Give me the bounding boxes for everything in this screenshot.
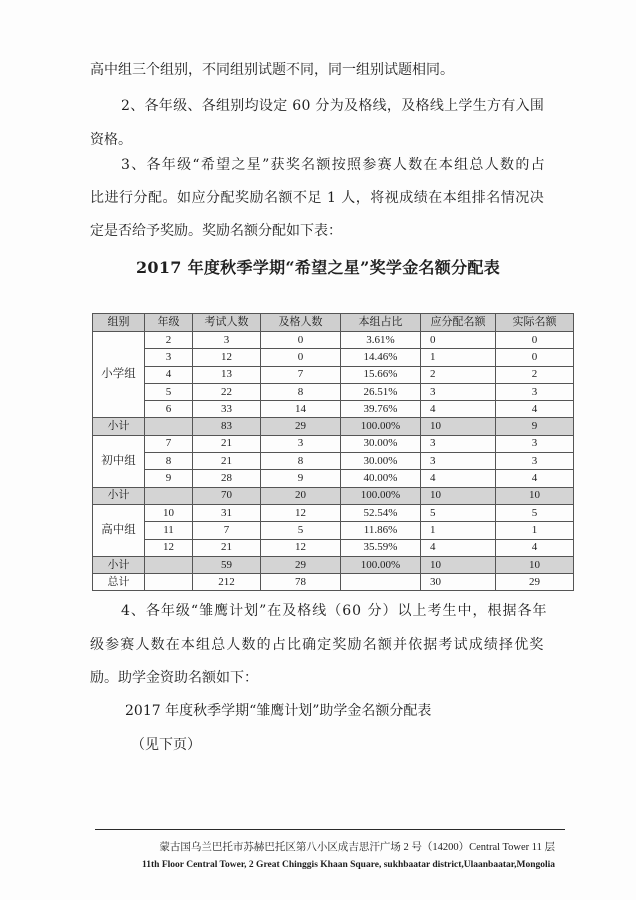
allocated-quota-cell: 10 <box>421 487 496 504</box>
grade-cell: 5 <box>145 383 193 400</box>
exam-count-cell: 13 <box>193 366 261 383</box>
col-header-allocated-quota: 应分配名额 <box>421 314 496 332</box>
footer-divider <box>95 829 565 830</box>
body-text-line: 比进行分配。如应分配奖励名额不足 1 人，将视成绩在本组排名情况决 <box>90 190 545 206</box>
table-row <box>93 366 574 383</box>
pass-count-cell: 0 <box>261 332 341 349</box>
group-share-cell: 100.00% <box>341 487 421 504</box>
group-share-cell: 26.51% <box>341 383 421 400</box>
grade-cell: 10 <box>145 504 193 521</box>
empty-cell <box>145 487 193 504</box>
actual-quota-cell: 2 <box>496 366 574 383</box>
actual-quota-cell: 5 <box>496 504 574 521</box>
actual-quota-cell: 3 <box>496 435 574 452</box>
total-label-cell: 总计 <box>93 574 145 591</box>
subtotal-label-cell: 小计 <box>93 418 145 435</box>
group-share-cell: 30.00% <box>341 453 421 470</box>
body-text-line: 高中组三个组别，不同组别试题不同，同一组别试题相同。 <box>90 62 454 78</box>
pass-count-cell: 29 <box>261 556 341 573</box>
pass-count-cell: 29 <box>261 418 341 435</box>
actual-quota-cell: 10 <box>496 556 574 573</box>
grade-cell: 4 <box>145 366 193 383</box>
group-share-cell: 100.00% <box>341 556 421 573</box>
pass-count-cell: 12 <box>261 539 341 556</box>
subtotal-row <box>93 418 574 435</box>
group-name-cell: 高中组 <box>93 504 145 556</box>
group-share-cell: 39.76% <box>341 401 421 418</box>
grade-cell: 11 <box>145 522 193 539</box>
exam-count-cell: 21 <box>193 453 261 470</box>
actual-quota-cell: 29 <box>496 574 574 591</box>
group-name-cell: 初中组 <box>93 435 145 487</box>
allocated-quota-cell: 1 <box>421 522 496 539</box>
actual-quota-cell: 1 <box>496 522 574 539</box>
empty-cell <box>145 418 193 435</box>
pass-count-cell: 8 <box>261 383 341 400</box>
table-header-row <box>93 314 574 332</box>
actual-quota-cell: 3 <box>496 383 574 400</box>
subtotal-label-cell: 小计 <box>93 487 145 504</box>
actual-quota-cell: 10 <box>496 487 574 504</box>
allocated-quota-cell: 4 <box>421 539 496 556</box>
table-row <box>93 522 574 539</box>
table-row <box>93 349 574 366</box>
pass-count-cell: 12 <box>261 504 341 521</box>
exam-count-cell: 59 <box>193 556 261 573</box>
empty-cell <box>341 574 421 591</box>
group-share-cell: 52.54% <box>341 504 421 521</box>
empty-cell <box>145 556 193 573</box>
exam-count-cell: 31 <box>193 504 261 521</box>
allocated-quota-cell: 3 <box>421 383 496 400</box>
pass-count-cell: 5 <box>261 522 341 539</box>
col-header-actual-quota: 实际名额 <box>496 314 574 332</box>
table-row <box>93 435 574 452</box>
group-share-cell: 100.00% <box>341 418 421 435</box>
col-header-pass-count: 及格人数 <box>261 314 341 332</box>
group-share-cell: 40.00% <box>341 470 421 487</box>
grade-cell: 12 <box>145 539 193 556</box>
allocated-quota-cell: 3 <box>421 453 496 470</box>
group-share-cell: 15.66% <box>341 366 421 383</box>
group-share-cell: 35.59% <box>341 539 421 556</box>
total-row <box>93 574 574 591</box>
next-table-title: 2017 年度秋季学期“雏鹰计划”助学金名额分配表 <box>125 703 432 719</box>
allocated-quota-cell: 10 <box>421 418 496 435</box>
body-text-line: 定是否给予奖励。奖励名额分配如下表： <box>90 223 342 239</box>
quota-table <box>92 313 574 591</box>
group-share-cell: 3.61% <box>341 332 421 349</box>
table-row <box>93 383 574 400</box>
allocated-quota-cell: 4 <box>421 470 496 487</box>
table-row <box>93 401 574 418</box>
allocated-quota-cell: 4 <box>421 401 496 418</box>
grade-cell: 8 <box>145 453 193 470</box>
actual-quota-cell: 0 <box>496 332 574 349</box>
body-text-line: 2、各年级、各组别均设定 60 分为及格线，及格线上学生方有入围 <box>121 98 545 114</box>
actual-quota-cell: 3 <box>496 453 574 470</box>
grade-cell: 3 <box>145 349 193 366</box>
actual-quota-cell: 0 <box>496 349 574 366</box>
col-header-group: 组别 <box>93 314 145 332</box>
group-share-cell: 11.86% <box>341 522 421 539</box>
table-row <box>93 332 574 349</box>
exam-count-cell: 28 <box>193 470 261 487</box>
grade-cell: 6 <box>145 401 193 418</box>
table-row <box>93 539 574 556</box>
pass-count-cell: 8 <box>261 453 341 470</box>
exam-count-cell: 83 <box>193 418 261 435</box>
actual-quota-cell: 4 <box>496 470 574 487</box>
exam-count-cell: 12 <box>193 349 261 366</box>
table-row <box>93 470 574 487</box>
exam-count-cell: 212 <box>193 574 261 591</box>
allocated-quota-cell: 30 <box>421 574 496 591</box>
grade-cell: 9 <box>145 470 193 487</box>
allocated-quota-cell: 0 <box>421 332 496 349</box>
grade-cell: 2 <box>145 332 193 349</box>
allocated-quota-cell: 5 <box>421 504 496 521</box>
footer-address-cn: 蒙古国乌兰巴托市苏赫巴托区第八小区成吉思汗广场 2 号（14200）Central Tower 11 层 <box>159 842 555 853</box>
pass-count-cell: 3 <box>261 435 341 452</box>
footer-address-en: 11th Floor Central Tower, 2 Great Chinggis Khaan Square, sukhbaatar district,Ulaanbaatar,Mongolia <box>142 860 555 870</box>
exam-count-cell: 33 <box>193 401 261 418</box>
pass-count-cell: 20 <box>261 487 341 504</box>
body-text-line: 级参赛人数在本组总人数的占比确定奖励名额并依据考试成绩择优奖 <box>90 637 545 653</box>
table-title: 2017 年度秋季学期“希望之星”奖学金名额分配表 <box>135 258 500 277</box>
exam-count-cell: 21 <box>193 435 261 452</box>
empty-cell <box>145 574 193 591</box>
subtotal-row <box>93 556 574 573</box>
subtotal-row <box>93 487 574 504</box>
table-row <box>93 504 574 521</box>
body-text-line: 励。助学金资助名额如下： <box>90 670 258 686</box>
subtotal-label-cell: 小计 <box>93 556 145 573</box>
body-text-line: 4、各年级“雏鹰计划”在及格线（60 分）以上考生中，根据各年 <box>121 603 548 619</box>
allocated-quota-cell: 3 <box>421 435 496 452</box>
grade-cell: 7 <box>145 435 193 452</box>
pass-count-cell: 78 <box>261 574 341 591</box>
group-name-cell: 小学组 <box>93 332 145 418</box>
group-share-cell: 30.00% <box>341 435 421 452</box>
allocated-quota-cell: 10 <box>421 556 496 573</box>
pass-count-cell: 7 <box>261 366 341 383</box>
actual-quota-cell: 4 <box>496 539 574 556</box>
group-share-cell: 14.46% <box>341 349 421 366</box>
pass-count-cell: 0 <box>261 349 341 366</box>
table-row <box>93 453 574 470</box>
col-header-group-share: 本组占比 <box>341 314 421 332</box>
exam-count-cell: 22 <box>193 383 261 400</box>
allocated-quota-cell: 2 <box>421 366 496 383</box>
pass-count-cell: 14 <box>261 401 341 418</box>
body-text-line: 3、各年级“希望之星”获奖名额按照参赛人数在本组总人数的占 <box>121 157 546 173</box>
actual-quota-cell: 4 <box>496 401 574 418</box>
pass-count-cell: 9 <box>261 470 341 487</box>
actual-quota-cell: 9 <box>496 418 574 435</box>
exam-count-cell: 21 <box>193 539 261 556</box>
exam-count-cell: 70 <box>193 487 261 504</box>
col-header-grade: 年级 <box>145 314 193 332</box>
exam-count-cell: 3 <box>193 332 261 349</box>
see-next-page-note: （见下页） <box>131 737 201 753</box>
col-header-exam-count: 考试人数 <box>193 314 261 332</box>
body-text-line: 资格。 <box>90 132 132 148</box>
exam-count-cell: 7 <box>193 522 261 539</box>
allocated-quota-cell: 1 <box>421 349 496 366</box>
